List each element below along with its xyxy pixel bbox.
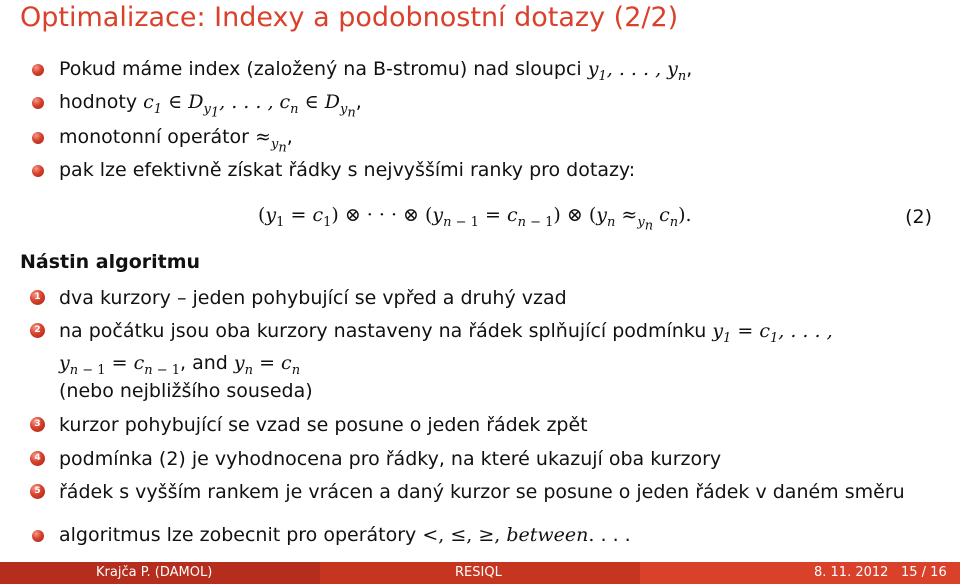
footer-info	[640, 562, 960, 584]
bullet-dot-icon	[32, 132, 44, 144]
step-text: podmínka (2) je vyhodnocena pro řádky, na které ukazují oba kurzory	[59, 448, 722, 470]
and-word: and	[192, 352, 228, 374]
step-number-icon: 4	[30, 451, 45, 466]
math-expression: <, ≤, ≥, between.	[422, 524, 595, 546]
footer-author: Krajča P. (DAMOL)	[0, 562, 320, 584]
bullet-dot-icon	[32, 530, 44, 542]
slide-title: Optimalizace: Indexy a podobnostní dotazy (2/2)	[20, 2, 679, 33]
bullet-dot-icon	[32, 64, 44, 76]
bullet-text: Pokud máme index (založený na B-stromu) nad sloupci	[59, 58, 582, 80]
formula-number: (2)	[905, 206, 932, 228]
bullet-text: hodnoty	[59, 91, 138, 113]
math-expression: $c_1$ ∈ $D_{y_1}$, . . . , $c_n$ ∈ $D_{y_n}$	[143, 91, 356, 121]
step-text: na počátku jsou oba kurzory nastaveny na řádek splňující podmínku	[59, 320, 707, 342]
bullet-dot-icon	[32, 165, 44, 177]
bullet-text: pak lze efektivně získat řádky s nejvyššími ranky pro dotazy:	[59, 159, 636, 181]
footer-date: 8. 11. 2012	[814, 565, 889, 580]
section-heading: Nástin algoritmu	[20, 251, 201, 273]
step-text: kurzor pohybující se vzad se posune o jeden řádek zpět	[59, 414, 588, 436]
bullet-text: monotonní operátor	[59, 126, 249, 148]
ellipsis: . . .	[600, 524, 631, 546]
math-expression: $y_1 = c_1$, . . . ,	[712, 320, 833, 346]
bullet-dot-icon	[32, 97, 44, 109]
math-expression: $\approx_{y_n}$	[255, 126, 287, 156]
math-expression: $y_1$, . . . , $y_n$	[587, 58, 687, 84]
step-number-icon: 3	[30, 417, 45, 432]
step-continuation: $y_n$ $_{- 1} = c_n$ $_{- 1}$, and $y_n = c_n$	[59, 352, 301, 378]
step-number-icon: 1	[30, 290, 45, 305]
step-text: dva kurzory – jeden pohybující se vpřed a druhý vzad	[59, 287, 567, 309]
query-formula: $(y_1 = c_1)$ ⊗ · · · ⊗ $(y_{n - 1} = c_{n - 1})$ ⊗ ($y_n \approx_{y_n}$ $c_n$).	[258, 204, 692, 234]
footer-page-number: 15 / 16	[901, 565, 947, 580]
slide-footer	[0, 562, 960, 584]
step-number-icon: 5	[30, 484, 45, 499]
bullet-text: algoritmus lze zobecnit pro operátory	[59, 524, 417, 546]
step-text: řádek s vyšším rankem je vrácen a daný kurzor se posune o jeden řádek v daném směru	[59, 481, 905, 503]
step-number-icon: 2	[30, 323, 45, 338]
step-continuation: (nebo nejbližšího souseda)	[59, 380, 313, 402]
footer-title: RESIQL	[320, 562, 640, 584]
